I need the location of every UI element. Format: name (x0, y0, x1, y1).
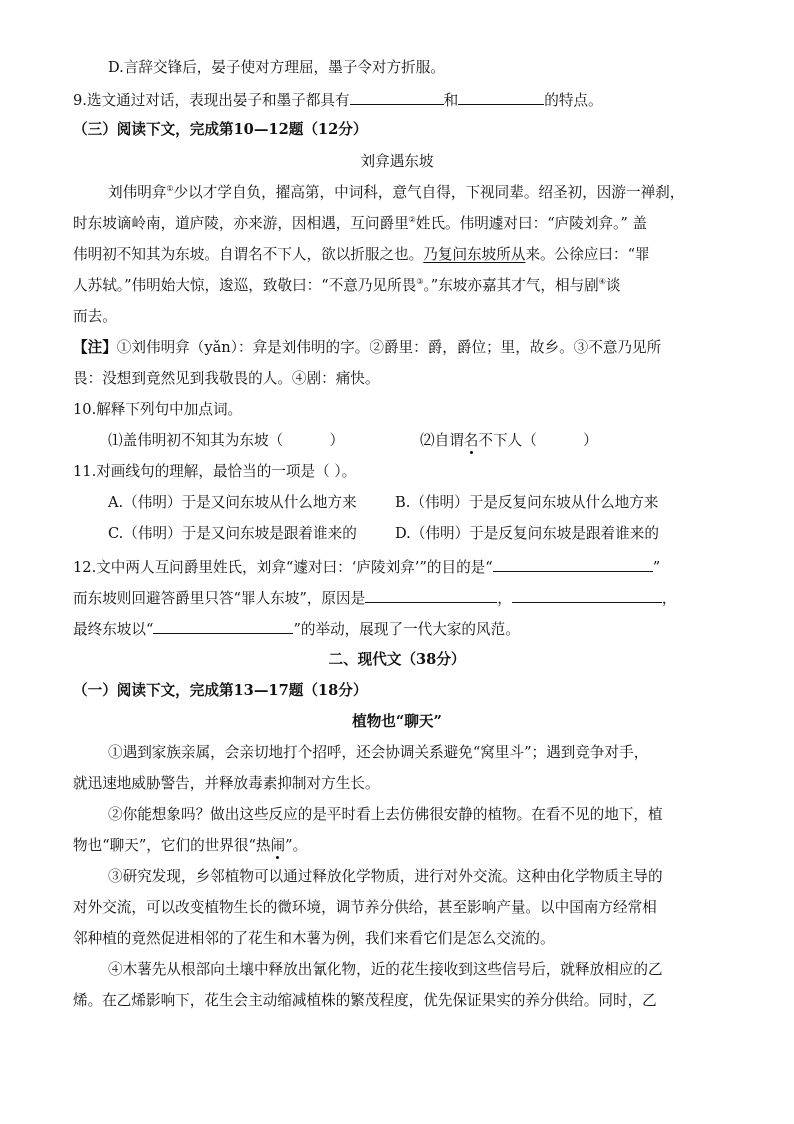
text: 12.文中两人互问爵里姓氏，刘弇“遽对曰：‘庐陵刘弇’”的目的是“ (73, 559, 493, 576)
q9-text-a: 9.选文通过对话，表现出晏子和墨子都具有 (73, 92, 350, 109)
article-para-4-line-1: ④木薯先从根部向土壤中释放出氰化物，近的花生接收到这些信号后，就释放相应的乙 (108, 961, 663, 978)
q12-blank-1[interactable] (493, 556, 653, 572)
part-2-heading: 二、现代文（38分） (328, 651, 466, 668)
question-12-line-2 (73, 587, 676, 609)
q11-option-c[interactable]: C.（伟明）于是又问东坡是跟着谁来的 (108, 525, 357, 542)
text: ①刘伟明弇（yǎn）：弇是刘伟明的字。②爵里：爵，爵位；里，故乡。③不意乃见所 (116, 339, 662, 356)
passage-title-2: 植物也“聊天” (352, 713, 442, 730)
notes-label: 【注】 (73, 339, 117, 356)
question-10-heading: 10.解释下列句中加点词。 (73, 401, 243, 418)
text: ”的举动，展现了一代大家的风范。 (293, 621, 520, 638)
text: 物也“聊天”，它们的世界很“热 (73, 837, 271, 854)
answer-paren-2[interactable]: （ ） (522, 432, 598, 449)
text: 而东坡则回避答爵里只答“罪人东坡”，原因是 (73, 590, 366, 607)
question-10-item-1 (108, 431, 344, 451)
underlined-sentence: 乃复问东坡所从 (423, 246, 526, 263)
passage-1-line-4 (73, 276, 621, 296)
question-12-line-1 (73, 556, 660, 578)
question-11-heading: 11.对画线句的理解，最恰当的一项是（ ）。 (73, 463, 357, 480)
footnote-2-mark: ② (408, 215, 416, 224)
article-para-3-line-3: 邻种植的竟然促进相邻的了花生和木薯为例，我们来看它们是怎么交流的。 (73, 930, 555, 947)
q11-option-a[interactable]: A.（伟明）于是又问东坡从什么地方来 (108, 494, 357, 511)
text: ， (497, 590, 512, 607)
text: 最终东坡以“ (73, 621, 154, 638)
q9-blank-2[interactable] (458, 89, 544, 105)
article-para-3-line-2: 对外交流，可以改变植物生长的微环境，调节养分供给，甚至影响产量。以中国南方经常相 (73, 899, 657, 916)
article-para-4-line-2: 烯。在乙烯影响下，花生会主动缩减植株的繁茂程度，优先保证果实的养分供给。同时，乙 (73, 992, 657, 1009)
answer-paren-1[interactable]: （ ） (268, 432, 345, 449)
article-para-2-line-1: ②你能想象吗？做出这些反应的是平时看上去仿佛很安静的植物。在看不见的地下，植 (108, 806, 663, 823)
text: 少以才学自负，擢高第，中词科，意气自得，下视同辈。绍圣初，因游一禅刹， (173, 184, 685, 201)
text: ⑵自谓 (420, 432, 464, 449)
footnote-1-mark: ① (166, 184, 174, 193)
text: ⑴盖伟明初不知其为东坡 (108, 432, 269, 449)
text: 人苏轼。”伟明始大惊，逡巡，致敬曰：“不意乃见所畏 (73, 277, 417, 294)
q11-option-d[interactable]: D.（伟明）于是反复问东坡是跟着谁来的 (395, 525, 659, 542)
notes-line-1 (73, 338, 661, 358)
passage-1-line-3 (73, 245, 650, 265)
question-12-line-3 (73, 618, 520, 640)
q9-blank-1[interactable] (350, 89, 444, 105)
q9-text-c: 的特点。 (544, 92, 603, 109)
text: ” (652, 559, 661, 576)
text: ”。 (285, 837, 308, 854)
footnote-4-mark: ④ (598, 277, 606, 286)
text: 刘伟明弇 (108, 184, 167, 201)
text: 。”东坡亦嘉其才气，相与剧 (423, 277, 599, 294)
notes-line-2: 畏：没想到竟然见到我敬畏的人。④剧：痛快。 (73, 370, 380, 387)
passage-1-line-1 (108, 183, 684, 203)
article-para-3-line-1: ③研究发现，乡邻植物可以通过释放化学物质，进行对外交流。这种由化学物质主导的 (108, 868, 663, 885)
text: 姓氏。伟明遽对曰：“庐陵刘弇。” 盖 (415, 215, 648, 232)
dotted-word: 名 (463, 432, 479, 449)
text: 不下人 (478, 432, 523, 449)
q12-blank-2[interactable] (365, 587, 497, 603)
q11-option-b[interactable]: B.（伟明）于是反复问东坡从什么地方来 (395, 494, 659, 511)
option-d: D.言辞交锋后，晏子使对方理屈，墨子令对方折服。 (108, 59, 445, 76)
question-9 (73, 89, 603, 111)
section-1-heading: （一）阅读下文，完成第13—17题（18分） (73, 682, 368, 699)
text: 来。公徐应曰：“罪 (525, 246, 650, 263)
footnote-3-mark: ③ (416, 277, 424, 286)
section-3-heading: （三）阅读下文，完成第10—12题（12分） (73, 121, 368, 138)
passage-1-line-2 (73, 214, 647, 234)
question-10-item-2 (420, 431, 598, 451)
passage-1-line-5: 而去。 (73, 308, 117, 325)
text: 谈 (605, 277, 621, 294)
article-para-1-line-2: 就迅速地威胁警告，并释放毒素抑制对方生长。 (73, 775, 380, 792)
passage-title-1: 刘弇遇东坡 (360, 153, 434, 170)
q12-blank-3[interactable] (512, 587, 662, 603)
text: 时东坡谪岭南，道庐陵，亦来游，因相遇，互问爵里 (73, 215, 409, 232)
q9-text-b: 和 (443, 92, 459, 109)
text: ， (661, 590, 677, 607)
article-para-1-line-1: ①遇到家族亲属，会亲切地打个招呼，还会协调关系避免“窝里斗”；遇到竞争对手， (108, 744, 649, 761)
q12-blank-4[interactable] (153, 618, 293, 634)
text: 伟明初不知其为东坡。自谓名不下人，欲以折服之也。 (73, 246, 424, 263)
article-para-2-line-2 (73, 836, 307, 856)
dotted-word: 闹 (270, 837, 286, 854)
